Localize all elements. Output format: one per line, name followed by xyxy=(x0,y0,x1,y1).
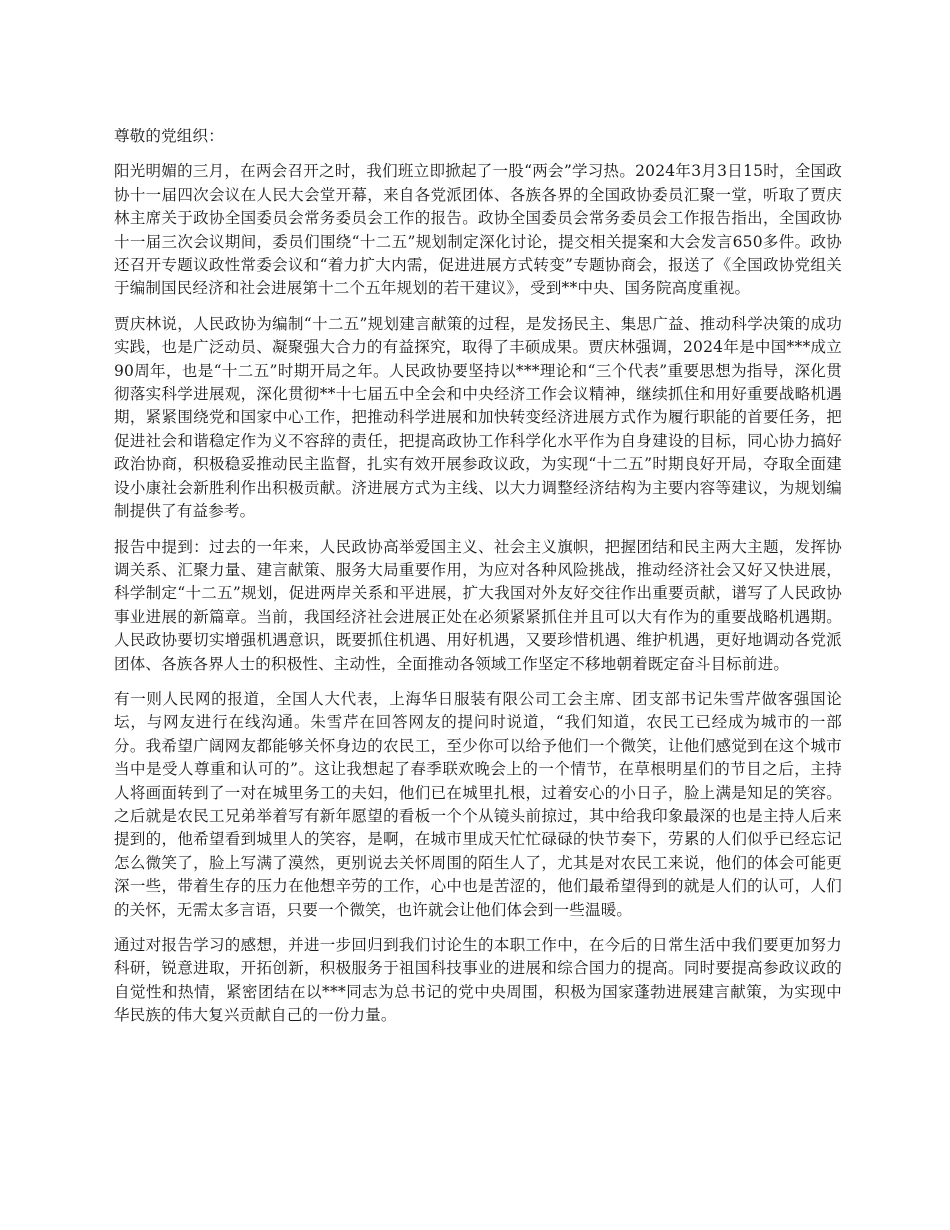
paragraph-1: 阳光明媚的三月，在两会召开之时，我们班立即掀起了一股“两会”学习热。2024年3月3日15时，全国政协十一届四次会议在人民大会堂开幕，来自各党派团体、各族各界的全国政协委员汇聚一堂，听取了贾庆林主席关于政协全国委员会常务委员会工作的报告。政协全国委员会常务委员会工作报告指出，全国政协十一届三次会议期间，委员们围绕“十二五”规划制定深化讨论，提交相关提案和大会发言650多件。政协还召开专题议政性常委会议和“着力扩大内需，促进进展方式转变”专题协商会，报送了《全国政协党组关于编制国民经济和社会进展第十二个五年规划的若干建议》，受到**中央、国务院高度重视。 xyxy=(114,162,842,298)
paragraph-3: 报告中提到：过去的一年来，人民政协高举爱国主义、社会主义旗帜，把握团结和民主两大主题，发挥协调关系、汇聚力量、建言献策、服务大局重要作用，为应对各种风险挑战，推动经济社会又好又快进展，科学制定“十二五”规划，促进两岸关系和平进展，扩大我国对外友好交往作出重要贡献，谱写了人民政协事业进展的新篇章。当前，我国经济社会进展正处在必须紧紧抓住并且可以大有作为的重要战略机遇期。人民政协要切实增强机遇意识，既要抓住机遇、用好机遇，又要珍惜机遇、维护机遇，更好地调动各党派团体、各族各界人士的积极性、主动性，全面推动各领域工作坚定不移地朝着既定奋斗目标前进。 xyxy=(114,537,842,673)
salutation: 尊敬的党组织： xyxy=(114,127,224,145)
document-page xyxy=(114,125,842,1040)
paragraph-2: 贾庆林说，人民政协为编制“十二五”规划建言献策的过程，是发扬民主、集思广益、推动科学决策的成功实践，也是广泛动员、凝聚强大合力的有益探究，取得了丰硕成果。贾庆林强调，2024年是中国***成立90周年，也是“十二五”时期开局之年。人民政协要坚持以***理论和“三个代表”重要思想为指导，深化贯彻落实科学进展观，深化贯彻**十七届五中全会和中央经济工作会议精神，继续抓住和用好重要战略机遇期，紧紧围绕党和国家中心工作，把推动科学进展和加快转变经济进展方式作为履行职能的首要任务，把促进社会和谐稳定作为义不容辞的责任，把提高政协工作科学化水平作为自身建设的目标，同心协力搞好政治协商，积极稳妥推动民主监督，扎实有效开展参政议政，为实现“十二五”时期良好开局，夺取全面建设小康社会新胜利作出积极贡献。济进展方式为主线、以大力调整经济结构为主要内容等建议，为规划编制提供了有益参考。 xyxy=(114,314,842,521)
paragraph-5: 通过对报告学习的感想，并进一步回归到我们讨论生的本职工作中，在今后的日常生活中我们要更加努力科研，锐意进取，开拓创新，积极服务于祖国科技事业的进展和综合国力的提高。同时要提高参政议政的自觉性和热情，紧密团结在以***同志为总书记的党中央周围，积极为国家蓬勃进展建言献策，为实现中华民族的伟大复兴贡献自己的一份力量。 xyxy=(114,936,842,1025)
paragraph-4: 有一则人民网的报道，全国人大代表，上海华日服装有限公司工会主席、团支部书记朱雪芹做客强国论坛，与网友进行在线沟通。朱雪芹在回答网友的提问时说道，“我们知道，农民工已经成为城市的一部分。我希望广阔网友都能够关怀身边的农民工，至少你可以给予他们一个微笑，让他们感觉到在这个城市当中是受人尊重和认可的”。这让我想起了春季联欢晚会上的一个情节，在草根明星们的节目之后，主持人将画面转到了一对在城里务工的夫妇，他们已在城里扎根，过着安心的小日子，脸上满是知足的笑容。之后就是农民工兄弟举着写有新年愿望的看板一个个从镜头前掠过，其中给我印象最深的也是主持人后来提到的，他希望看到城里人的笑容，是啊，在城市里成天忙忙碌碌的快节奏下，劳累的人们似乎已经忘记怎么微笑了，脸上写满了漠然，更别说去关怀周围的陌生人了，尤其是对农民工来说，他们的体会可能更深一些，带着生存的压力在他想辛劳的工作，心中也是苦涩的，他们最希望得到的就是人们的认可，人们的关怀，无需太多言语，只要一个微笑，也许就会让他们体会到一些温暖。 xyxy=(114,689,842,919)
